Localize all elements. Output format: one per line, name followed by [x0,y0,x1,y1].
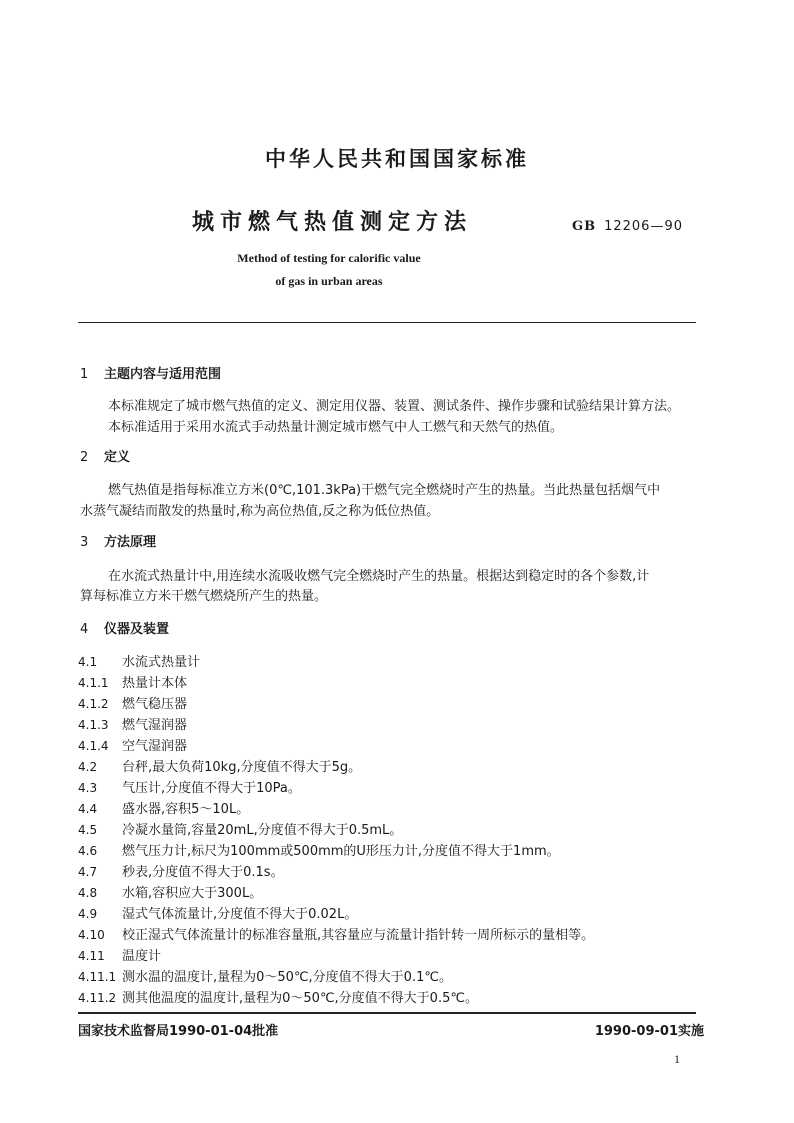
section-3-paragraph-line1: 在水流式热量计中,用连续水流吸收燃气完全燃烧时产生的热量。根据达到稳定时的各个参数,计 [108,569,650,584]
item-text: 秒表,分度值不得大于0.1s。 [122,865,284,880]
list-item [78,903,357,922]
english-title-line2: of gas in urban areas [275,274,383,288]
page-number: 1 [674,1052,680,1066]
section-2-paragraph-line1: 燃气热值是指每标准立方米(0℃,101.3kPa)干燃气完全燃烧时产生的热量。当此热量包括烟气中 [108,483,661,498]
section-title: 定义 [104,450,131,465]
item-number: 4.6 [78,844,98,858]
english-title-line1: Method of testing for calorific value [237,251,421,265]
section-number: 4 [80,622,89,637]
section-1-heading [80,363,221,382]
list-item [78,714,187,733]
section-title: 方法原理 [104,535,157,550]
section-title: 仪器及装置 [104,622,170,637]
approval-line: 国家技术监督局1990-01-04批准 [78,1024,279,1039]
list-item [78,840,560,859]
section-4-heading [80,618,169,637]
list-item [78,924,594,943]
bottom-divider [78,1012,696,1014]
section-2-heading [80,446,130,465]
document-title: 城市燃气热值测定方法 [192,210,473,235]
item-number: 4.11.2 [78,991,117,1005]
gb-number: 12206—90 [604,219,683,234]
item-text: 盛水器,容积5～10L。 [122,802,250,817]
item-number: 4.8 [78,886,98,900]
item-number: 4.1 [78,655,98,669]
list-item [78,966,452,985]
item-text: 水流式热量计 [122,655,201,670]
section-number: 1 [80,367,89,382]
list-item [78,777,301,796]
item-number: 4.11.1 [78,970,117,984]
standard-code [572,219,683,234]
national-standard-heading: 中华人民共和国国家标准 [265,147,529,171]
list-item [78,945,161,964]
item-number: 4.1.1 [78,676,109,690]
item-text: 测水温的温度计,量程为0～50℃,分度值不得大于0.1℃。 [122,970,452,985]
item-text: 空气湿润器 [122,739,188,754]
item-number: 4.4 [78,802,98,816]
list-item [78,735,187,754]
item-text: 测其他温度的温度计,量程为0～50℃,分度值不得大于0.5℃。 [122,991,478,1006]
item-number: 4.1.2 [78,697,109,711]
item-number: 4.7 [78,865,98,879]
list-item [78,798,249,817]
item-text: 热量计本体 [122,676,188,691]
list-item [78,819,402,838]
item-number: 4.9 [78,907,98,921]
item-number: 4.5 [78,823,98,837]
section-number: 3 [80,535,89,550]
implementation-date: 1990-09-01实施 [594,1024,704,1039]
top-divider [78,322,696,323]
item-text: 气压计,分度值不得大于10Pa。 [122,781,301,796]
list-item [78,882,262,901]
item-text: 校正湿式气体流量计的标准容量瓶,其容量应与流量计指针转一周所标示的量相等。 [122,928,595,943]
section-2-paragraph-line2: 水蒸气凝结而散发的热量时,称为高位热值,反之称为低位热值。 [80,504,440,519]
item-number: 4.3 [78,781,98,795]
item-number: 4.1.4 [78,739,109,753]
item-text: 温度计 [122,949,162,964]
item-text: 燃气稳压器 [122,697,188,712]
section-1-paragraph-2: 本标准适用于采用水流式手动热量计测定城市燃气中人工燃气和天然气的热值。 [108,420,564,435]
item-text: 湿式气体流量计,分度值不得大于0.02L。 [122,907,358,922]
list-item [78,861,284,880]
section-number: 2 [80,450,89,465]
item-number: 4.10 [78,928,105,942]
section-1-paragraph-1: 本标准规定了城市燃气热值的定义、测定用仪器、装置、测试条件、操作步骤和试验结果计算方法。 [108,399,681,414]
section-3-heading [80,531,156,550]
item-text: 台秤,最大负荷10kg,分度值不得大于5g。 [122,760,362,775]
list-item [78,672,187,691]
item-text: 燃气压力计,标尺为100mm或500mm的U形压力计,分度值不得大于1mm。 [122,844,560,859]
item-text: 燃气湿润器 [122,718,188,733]
gb-prefix: GB [572,219,597,234]
item-text: 冷凝水量筒,容量20mL,分度值不得大于0.5mL。 [122,823,403,838]
item-number: 4.1.3 [78,718,109,732]
item-number: 4.2 [78,760,98,774]
item-text: 水箱,容积应大于300L。 [122,886,263,901]
list-item [78,987,478,1006]
list-item [78,651,200,670]
list-item [78,756,361,775]
section-title: 主题内容与适用范围 [104,367,222,382]
section-3-paragraph-line2: 算每标准立方米干燃气燃烧所产生的热量。 [80,589,328,604]
list-item [78,693,187,712]
item-number: 4.11 [78,949,105,963]
